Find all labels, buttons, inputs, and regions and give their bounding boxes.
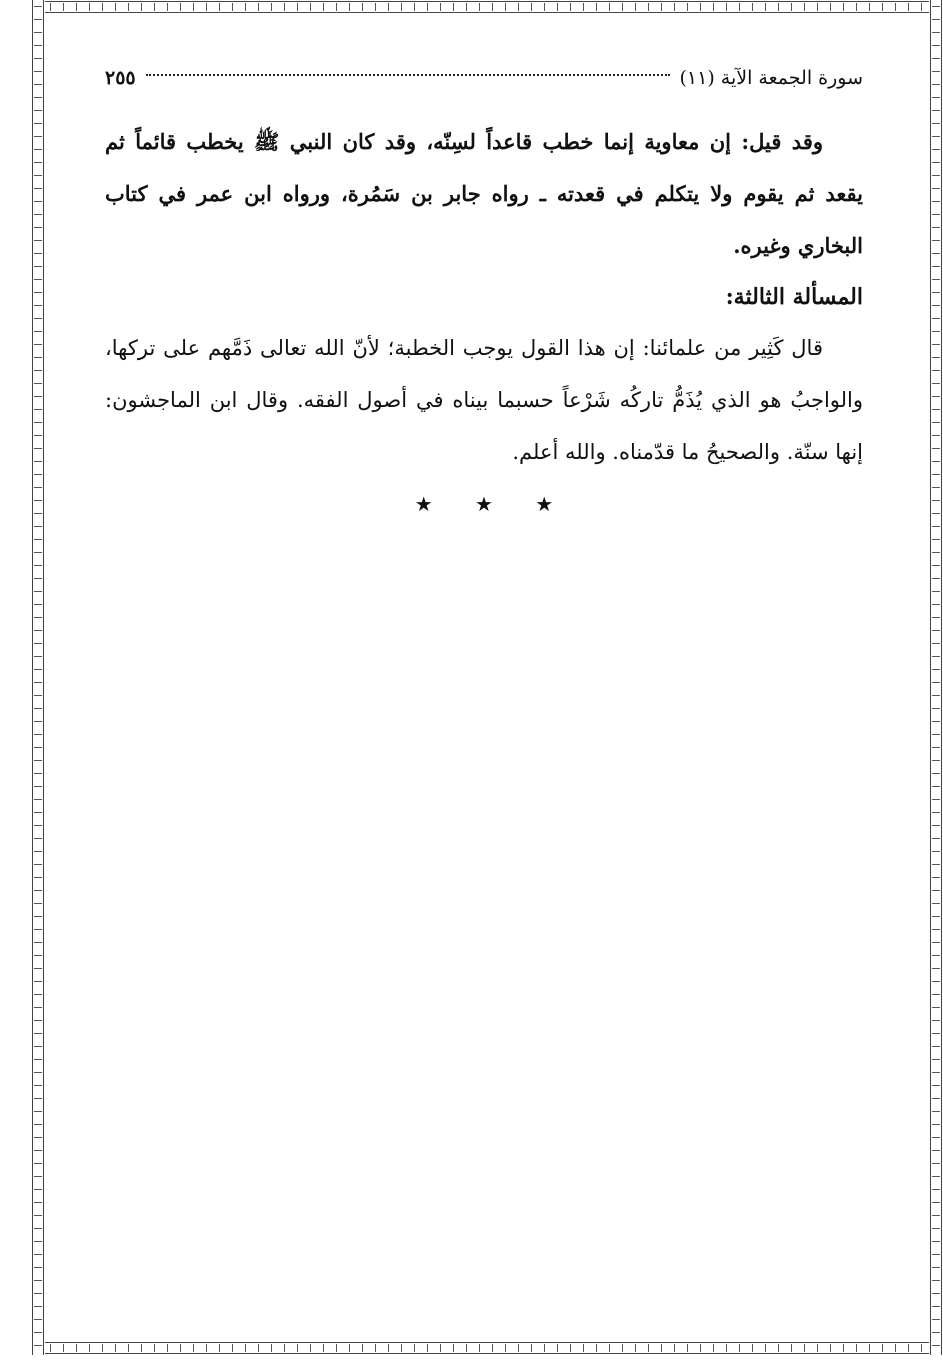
border-left [31, 0, 45, 1355]
header-leader-dots [146, 74, 670, 76]
running-header [105, 60, 863, 96]
paragraph-1: وقد قيل: إن معاوية إنما خطب قاعداً لسِنّه، وقد كان النبي ﷺ يخطب قائماً ثم يقعد ثم يقوم ولا يتكلم في قعدته ـ رواه جابر بن سَمُرة، ورواه ابن عمر في كتاب البخاري وغيره. [105, 129, 863, 258]
section-separator-stars: ★ ★ ★ [414, 492, 572, 516]
border-top [31, 0, 943, 14]
section-heading: المسألة الثالثة: [725, 284, 863, 310]
header-title: سورة الجمعة الآية (١١) [679, 67, 863, 89]
border-bottom [31, 1341, 943, 1355]
border-right [929, 0, 943, 1355]
page-content [105, 60, 863, 516]
page-number: ٢٥٥ [105, 67, 136, 89]
paragraph-2: قال كَثِير من علمائنا: إن هذا القول يوجب الخطبة؛ لأنّ الله تعالى ذَمَّهم على تركها، والواجبُ هو الذي يُذَمُّ تاركُه شَرْعاً حسبما بيناه في أصول الفقه. وقال ابن الماجشون: إنها سنّة. والصحيحُ ما قدّمناه. والله أعلم. [105, 336, 863, 464]
